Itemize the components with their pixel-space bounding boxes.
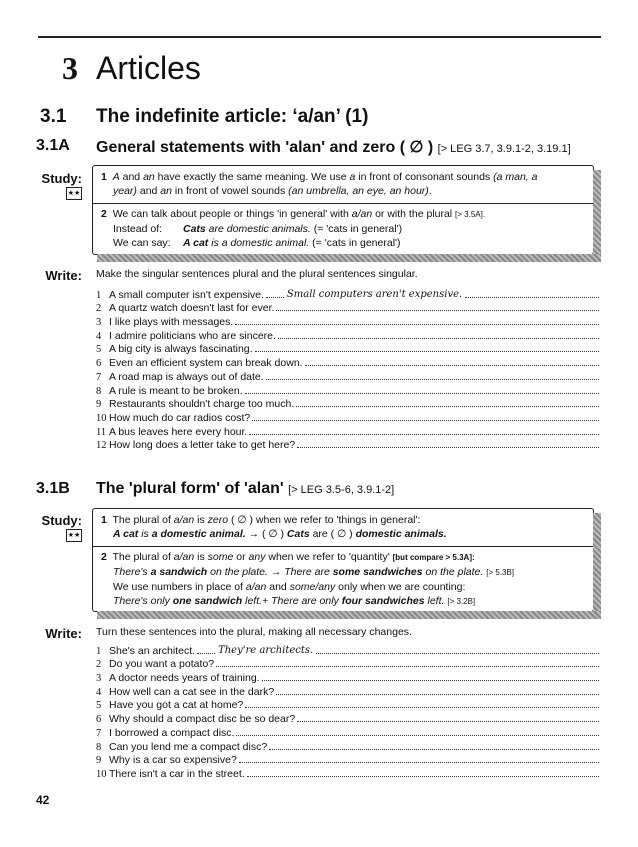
answer-dotted-line[interactable]	[305, 365, 599, 366]
answer-dotted-line[interactable]	[252, 420, 599, 421]
exercise-list-b	[96, 643, 601, 780]
study-a-point-2: 2 We can talk about people or things 'in general' with a/an or with the plural [> 3.5A]. Instead of: Cats are domestic animals. (= 'cats in general') We can say: A cat is a domestic animal. (= 'cats in general')	[101, 208, 486, 249]
exercise-prompt: A road map is always out of date.	[109, 370, 264, 383]
section-title: The indefinite article: ‘a/an’ (1)	[96, 106, 369, 127]
answer-dotted-line[interactable]	[262, 680, 599, 681]
subsection-a-ref: [> LEG 3.7, 3.9.1-2, 3.19.1]	[437, 143, 571, 155]
exercise-row	[96, 287, 601, 301]
exercise-row	[96, 424, 601, 438]
handwritten-answer[interactable]: Small computers aren't expensive.	[286, 288, 463, 300]
box-shadow	[593, 513, 601, 619]
exercise-prompt: I admire politicians who are sincere.	[109, 329, 276, 342]
answer-dotted-line[interactable]	[266, 379, 599, 380]
exercise-prompt: A bus leaves here every hour.	[109, 425, 248, 438]
answer-dotted-line[interactable]	[278, 338, 599, 339]
answer-dotted-line[interactable]	[216, 666, 599, 667]
chapter-title: Articles	[96, 50, 201, 86]
study-label-a: Study:	[41, 171, 82, 186]
exercise-row	[96, 643, 601, 657]
exercise-number: 3	[96, 317, 102, 329]
exercise-number: 4	[96, 330, 102, 342]
subsection-a-number: 3.1A	[36, 137, 70, 154]
exercise-number: 9	[96, 755, 102, 767]
section-number: 3.1	[40, 106, 67, 127]
box-shadow	[97, 611, 601, 619]
difficulty-stars-b: ★★	[66, 529, 82, 542]
exercise-prompt: How long does a letter take to get here?	[109, 439, 296, 452]
answer-dotted-line[interactable]	[249, 434, 599, 435]
exercise-number: 5	[96, 344, 102, 356]
page-number: 42	[36, 793, 50, 807]
exercise-row	[96, 438, 601, 452]
box-divider	[93, 546, 593, 547]
answer-dotted-line[interactable]	[316, 653, 599, 654]
study-box-b	[92, 508, 594, 612]
exercise-row	[96, 753, 601, 767]
subsection-b-title-text: The 'plural form' of 'alan'	[96, 480, 284, 497]
exercise-number: 6	[96, 714, 102, 726]
study-box-a	[92, 165, 594, 255]
exercise-row	[96, 369, 601, 383]
subsection-a-title	[96, 137, 571, 157]
exercise-prompt: A doctor needs years of training.	[109, 672, 260, 685]
box-shadow	[97, 254, 601, 262]
exercise-row	[96, 657, 601, 671]
exercise-row	[96, 328, 601, 342]
subsection-a-title-text: General statements with 'alan' and zero ( ∅ )	[96, 139, 434, 156]
exercise-number: 10	[96, 768, 107, 780]
difficulty-stars-a: ★★	[66, 187, 82, 200]
exercise-prompt: I borrowed a compact disc.	[109, 726, 235, 739]
exercise-row	[96, 314, 601, 328]
answer-dotted-line	[266, 297, 284, 298]
answer-dotted-line[interactable]	[276, 310, 599, 311]
exercise-row	[96, 766, 601, 780]
exercise-prompt: How well can a cat see in the dark?	[109, 685, 275, 698]
exercise-prompt: A quartz watch doesn't last for ever.	[109, 302, 275, 315]
box-shadow	[593, 170, 601, 262]
exercise-row	[96, 410, 601, 424]
answer-dotted-line[interactable]	[255, 351, 599, 352]
answer-dotted-line[interactable]	[269, 749, 599, 750]
exercise-prompt: How much do car radios cost?	[109, 411, 251, 424]
exercise-row	[96, 397, 601, 411]
answer-dotted-line	[197, 653, 215, 654]
exercise-number: 1	[96, 289, 102, 301]
exercise-prompt: She's an architect.	[109, 644, 196, 657]
study-label-b: Study:	[41, 513, 82, 528]
answer-dotted-line[interactable]	[235, 324, 599, 325]
answer-dotted-line[interactable]	[276, 694, 599, 695]
exercise-row	[96, 725, 601, 739]
answer-dotted-line[interactable]	[247, 776, 599, 777]
exercise-prompt: A big city is always fascinating.	[109, 343, 253, 356]
exercise-row	[96, 711, 601, 725]
exercise-number: 3	[96, 673, 102, 685]
exercise-row	[96, 342, 601, 356]
write-label-a: Write:	[45, 268, 82, 283]
exercise-prompt: Do you want a potato?	[109, 658, 215, 671]
exercise-number: 9	[96, 399, 102, 411]
exercise-list-a	[96, 287, 601, 451]
study-b-point-1: 1 The plural of a/an is zero ( ∅ ) when we refer to 'things in general': A cat is a domestic animal. → ( ∅ ) Cats are ( ∅ ) domestic animals.	[101, 514, 447, 540]
exercise-prompt: A rule is meant to be broken.	[109, 384, 243, 397]
top-rule	[38, 36, 601, 38]
exercise-row	[96, 383, 601, 397]
exercise-number: 1	[96, 645, 102, 657]
box-divider	[93, 203, 593, 204]
handwritten-answer[interactable]: They're architects.	[218, 644, 314, 656]
answer-dotted-line[interactable]	[465, 297, 599, 298]
exercise-number: 7	[96, 727, 102, 739]
exercise-number: 7	[96, 371, 102, 383]
exercise-number: 6	[96, 358, 102, 370]
subsection-b-number: 3.1B	[36, 480, 70, 497]
answer-dotted-line[interactable]	[297, 447, 599, 448]
exercise-number: 5	[96, 700, 102, 712]
exercise-number: 10	[96, 412, 107, 424]
exercise-prompt: There isn't a car in the street.	[109, 767, 245, 780]
exercise-prompt: A small computer isn't expensive.	[109, 288, 264, 301]
exercise-number: 12	[96, 440, 107, 452]
exercise-prompt: Why is a car so expensive?	[109, 754, 237, 767]
subsection-b-title	[96, 480, 394, 498]
subsection-b-ref: [> LEG 3.5-6, 3.9.1-2]	[288, 484, 395, 496]
exercise-number: 11	[96, 426, 107, 438]
exercise-row	[96, 698, 601, 712]
study-a-point-1: 1 A and an have exactly the same meaning. We use a in front of consonant sounds (a man, a year) and an in front of vowel sounds (an umbrella, an eye, an hour).	[101, 171, 538, 197]
chapter-number: 3	[62, 50, 78, 86]
exercise-row	[96, 684, 601, 698]
exercise-prompt: Have you got a cat at home?	[109, 699, 244, 712]
exercise-prompt: Restaurants shouldn't charge too much.	[109, 398, 295, 411]
exercise-prompt: Why should a compact disc be so dear?	[109, 713, 296, 726]
exercise-row	[96, 355, 601, 369]
answer-dotted-line[interactable]	[296, 406, 599, 407]
answer-dotted-line[interactable]	[245, 707, 599, 708]
exercise-prompt: I like plays with messages.	[109, 316, 234, 329]
exercise-number: 4	[96, 686, 102, 698]
exercise-number: 8	[96, 385, 102, 397]
exercise-number: 8	[96, 741, 102, 753]
exercise-prompt: Even an efficient system can break down.	[109, 357, 303, 370]
instruction-a: Make the singular sentences plural and the plural sentences singular.	[96, 268, 418, 280]
study-b-point-2: 2 The plural of a/an is some or any when we refer to 'quantity' [but compare > 5.3A]: There's a sandwich on the plate. → There are some sandwiches on the plate. [> 5.3B] We use numbers in place of a/an and some/any only when we are counting: There's only one sandwich left.+ There are only four sandwiches left. [> 3.2B]	[101, 551, 515, 607]
answer-dotted-line[interactable]	[297, 721, 599, 722]
instruction-b: Turn these sentences into the plural, making all necessary changes.	[96, 626, 412, 638]
exercise-row	[96, 739, 601, 753]
exercise-row	[96, 670, 601, 684]
exercise-number: 2	[96, 303, 102, 315]
answer-dotted-line[interactable]	[245, 393, 599, 394]
write-label-b: Write:	[45, 626, 82, 641]
exercise-row	[96, 301, 601, 315]
exercise-number: 2	[96, 659, 102, 671]
answer-dotted-line[interactable]	[239, 762, 599, 763]
answer-dotted-line[interactable]	[236, 735, 599, 736]
exercise-prompt: Can you lend me a compact disc?	[109, 740, 268, 753]
